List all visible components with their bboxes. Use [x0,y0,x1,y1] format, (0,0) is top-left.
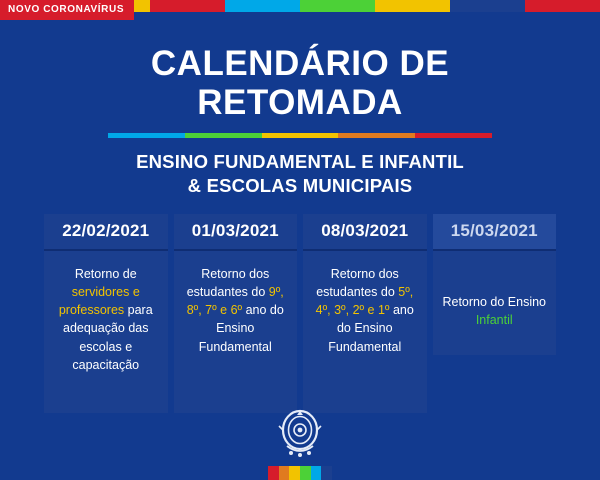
title-line-2: RETOMADA [197,83,403,123]
column-text [433,251,557,355]
column-text-before: Retorno de [74,267,137,281]
column-text-highlight: Infantil [475,313,513,328]
column-text-before: Retorno do Ensino [442,295,547,309]
subtitle-line-1: ENSINO FUNDAMENTAL E INFANTIL [136,151,464,172]
title-line-1: CALENDÁRIO DE [150,44,450,83]
calendar-columns [44,214,556,413]
column-text [303,251,427,413]
column-text-highlight: 5º, 4º, 3º, 2º e 1º [315,285,414,318]
calendar-column [303,214,427,413]
calendar-column [433,214,557,413]
column-text-highlight: 9º, 8º, 7º e 6º [186,285,284,318]
bottom-color-strip [268,466,332,480]
government-coat-of-arms-icon [277,408,323,460]
column-text-after: para adequação das escolas e capacitação [63,303,153,372]
page-subtitle [0,150,600,198]
column-date: 01/03/2021 [174,214,298,251]
page-title [0,44,600,122]
column-text [44,251,168,413]
column-text-before: Retorno dos estudantes do [186,267,270,300]
column-date: 08/03/2021 [303,214,427,251]
column-date: 22/02/2021 [44,214,168,251]
column-text-after: ano do Ensino Fundamental [328,303,414,354]
column-text-before: Retorno dos estudantes do [316,267,399,300]
column-text [174,251,298,413]
column-date: 15/03/2021 [433,214,557,251]
divider-color-bar [108,133,492,138]
column-text-after: ano do Ensino Fundamental [198,303,284,354]
calendar-column [44,214,168,413]
column-text-highlight: servidores e professores [58,285,140,318]
subtitle-line-2: & ESCOLAS MUNICIPAIS [187,175,413,197]
calendar-column [174,214,298,413]
status-badge: NOVO CORONAVÍRUS [0,0,134,20]
